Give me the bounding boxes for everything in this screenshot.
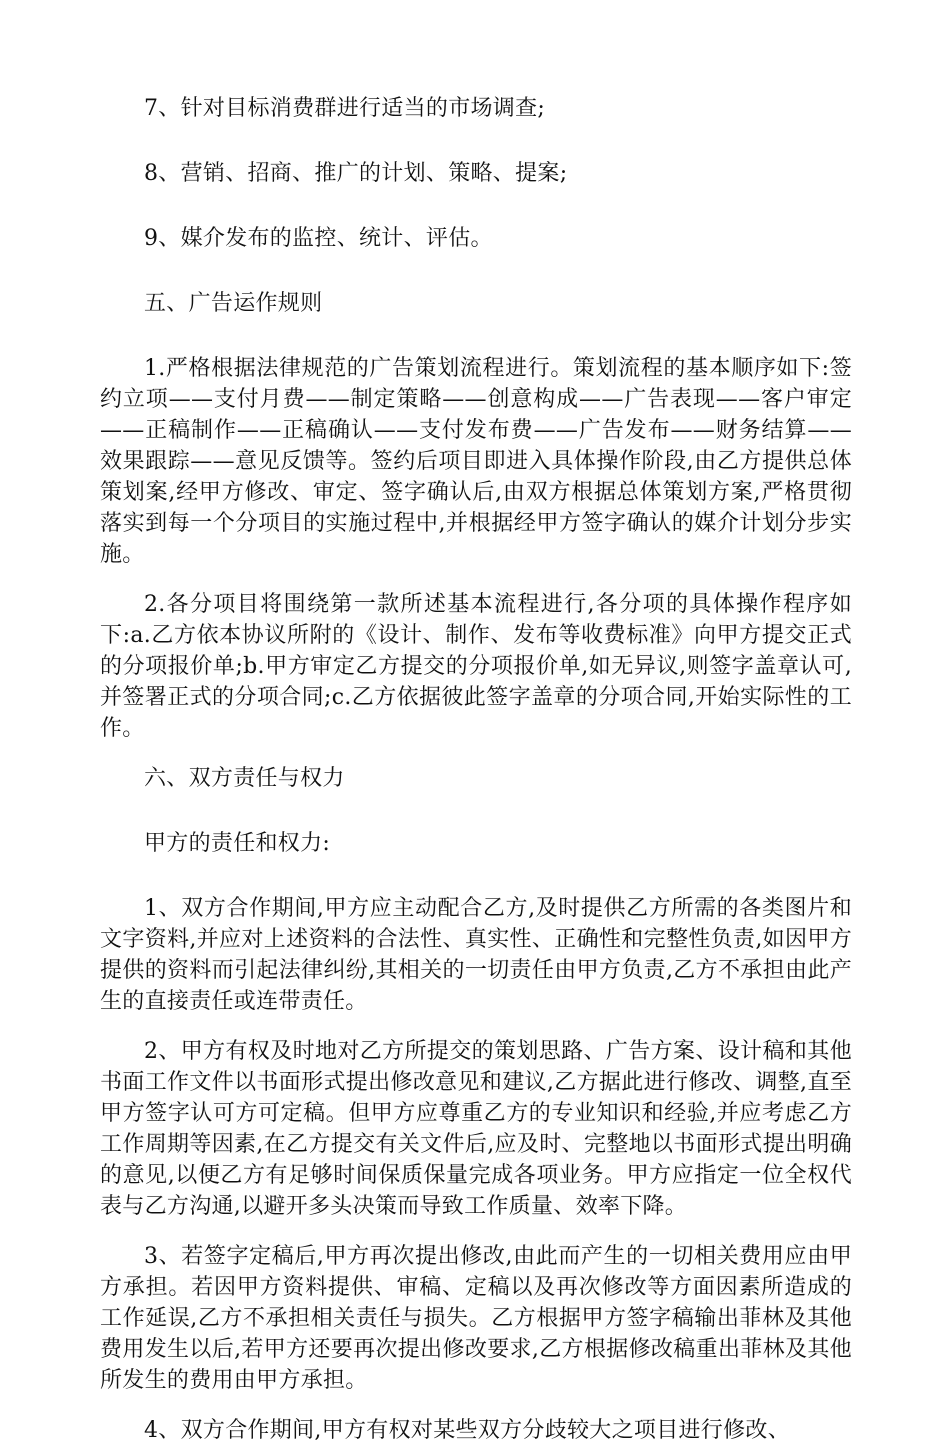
- rule-paragraph-1: 1.严格根据法律规范的广告策划流程进行。策划流程的基本顺序如下:签约立项——支付月费——制定策略——创意构成——广告表现——客户审定——正稿制作——正稿确认——支付发布费——广告发布——财务结算——效果跟踪——意见反馈等。签约后项目即进入具体操作阶段,由乙方提供总体策划案,经甲方修改、审定、签字确认后,由双方根据总体策划方案,严格贯彻落实到每一个分项目的实施过程中,并根据经甲方签字确认的媒介计划分步实施。: [100, 356, 852, 567]
- subheading-party-a: 甲方的责任和权力:: [144, 831, 331, 856]
- list-item-7: 7、针对目标消费群进行适当的市场调查;: [144, 96, 546, 121]
- duty-paragraph-3: 3、若签字定稿后,甲方再次提出修改,由此而产生的一切相关费用应由甲方承担。若因甲方资料提供、审稿、定稿以及再次修改等方面因素所造成的工作延误,乙方不承担相关责任与损失。乙方根据甲方签字稿输出菲林及其他费用发生以后,若甲方还要再次提出修改要求,乙方根据修改稿重出菲林及其他所发生的费用由甲方承担。: [100, 1244, 852, 1393]
- duty-paragraph-1: 1、双方合作期间,甲方应主动配合乙方,及时提供乙方所需的各类图片和文字资料,并应对上述资料的合法性、真实性、正确性和完整性负责,如因甲方提供的资料而引起法律纠纷,其相关的一切责任由甲方负责,乙方不承担由此产生的直接责任或连带责任。: [100, 896, 852, 1014]
- section-heading-5: 五、广告运作规则: [144, 291, 323, 316]
- section-heading-6: 六、双方责任与权力: [144, 766, 345, 791]
- list-item-9: 9、媒介发布的监控、统计、评估。: [144, 226, 493, 251]
- duty-paragraph-4: 4、双方合作期间,甲方有权对某些双方分歧较大之项目进行修改、: [144, 1418, 790, 1443]
- list-item-8: 8、营销、招商、推广的计划、策略、提案;: [144, 161, 568, 186]
- rule-paragraph-2: 2.各分项目将围绕第一款所述基本流程进行,各分项的具体操作程序如下:a.乙方依本协议所附的《设计、制作、发布等收费标准》向甲方提交正式的分项报价单;b.甲方审定乙方提交的分项报价单,如无异议,则签字盖章认可,并签署正式的分项合同;c.乙方依据彼此签字盖章的分项合同,开始实际性的工作。: [100, 592, 852, 741]
- duty-paragraph-2: 2、甲方有权及时地对乙方所提交的策划思路、广告方案、设计稿和其他书面工作文件以书面形式提出修改意见和建议,乙方据此进行修改、调整,直至甲方签字认可方可定稿。但甲方应尊重乙方的专业知识和经验,并应考虑乙方工作周期等因素,在乙方提交有关文件后,应及时、完整地以书面形式提出明确的意见,以便乙方有足够时间保质保量完成各项业务。甲方应指定一位全权代表与乙方沟通,以避开多头决策而导致工作质量、效率下降。: [100, 1039, 852, 1219]
